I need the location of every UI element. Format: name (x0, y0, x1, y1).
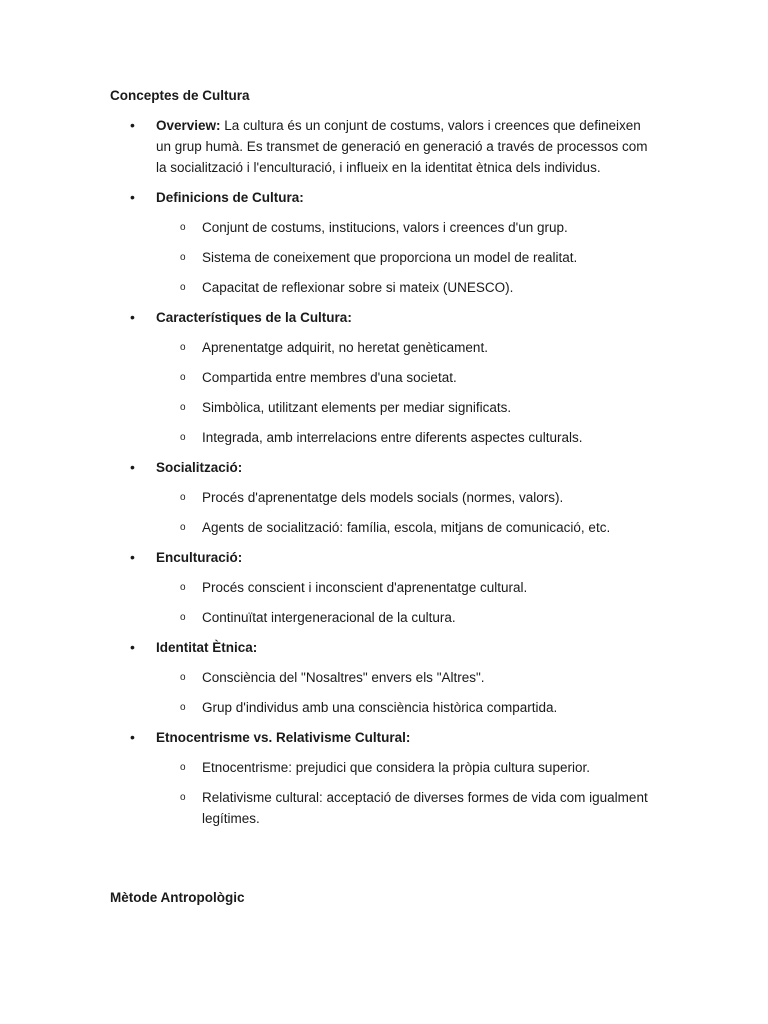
bullet-icon: • (130, 459, 135, 475)
sub-list-item (156, 787, 650, 829)
circle-bullet-icon: o (180, 792, 186, 803)
bullet-icon: • (130, 117, 135, 133)
sub-item-text: Conjunt de costums, institucions, valors i creences d'un grup. (202, 220, 568, 235)
sub-list (156, 487, 650, 538)
sub-list (156, 577, 650, 628)
sub-item-text: Consciència del "Nosaltres" envers els "Altres". (202, 670, 485, 685)
list-item (110, 637, 650, 718)
item-label: Socialització: (156, 460, 243, 475)
circle-bullet-icon: o (180, 762, 186, 773)
item-label: Etnocentrisme vs. Relativisme Cultural: (156, 730, 411, 745)
circle-bullet-icon: o (180, 372, 186, 383)
sub-item-text: Sistema de coneixement que proporciona un model de realitat. (202, 250, 578, 265)
circle-bullet-icon: o (180, 282, 186, 293)
list-item-content (156, 457, 650, 478)
circle-bullet-icon: o (180, 672, 186, 683)
bullet-icon: • (130, 639, 135, 655)
sub-list-item (156, 517, 650, 538)
sub-item-text: Procés d'aprenentatge dels models socials (normes, valors). (202, 490, 564, 505)
list-item (110, 727, 650, 829)
section-heading-conceptes: Conceptes de Cultura (110, 88, 250, 103)
list-item-content (156, 637, 650, 658)
list-item (110, 187, 650, 298)
sub-item-text: Continuïtat intergeneracional de la cultura. (202, 610, 456, 625)
sub-list (156, 757, 650, 829)
sub-list-item (156, 607, 650, 628)
sub-list (156, 337, 650, 448)
sub-list-item (156, 217, 650, 238)
item-label: Definicions de Cultura: (156, 190, 304, 205)
list-item (110, 115, 650, 178)
circle-bullet-icon: o (180, 582, 186, 593)
circle-bullet-icon: o (180, 492, 186, 503)
sub-item-text: Etnocentrisme: prejudici que considera la pròpia cultura superior. (202, 760, 590, 775)
item-label: Overview: (156, 118, 221, 133)
sub-list-item (156, 397, 650, 418)
circle-bullet-icon: o (180, 402, 186, 413)
sub-item-text: Grup d'individus amb una consciència històrica compartida. (202, 700, 558, 715)
circle-bullet-icon: o (180, 522, 186, 533)
sub-list-item (156, 367, 650, 388)
circle-bullet-icon: o (180, 222, 186, 233)
circle-bullet-icon: o (180, 612, 186, 623)
sub-list-item (156, 337, 650, 358)
item-label: Identitat Ètnica: (156, 640, 258, 655)
sub-list-item (156, 757, 650, 778)
circle-bullet-icon: o (180, 252, 186, 263)
concepts-list (110, 115, 650, 838)
sub-item-text: Compartida entre membres d'una societat. (202, 370, 457, 385)
item-label: Enculturació: (156, 550, 243, 565)
bullet-icon: • (130, 189, 135, 205)
bullet-icon: • (130, 549, 135, 565)
list-item (110, 307, 650, 448)
circle-bullet-icon: o (180, 432, 186, 443)
sub-list-item (156, 697, 650, 718)
sub-item-text: Agents de socialització: família, escola, mitjans de comunicació, etc. (202, 520, 611, 535)
list-item-content (156, 547, 650, 568)
bullet-icon: • (130, 729, 135, 745)
bullet-icon: • (130, 309, 135, 325)
sub-list-item (156, 277, 650, 298)
circle-bullet-icon: o (180, 702, 186, 713)
sub-item-text: Aprenentatge adquirit, no heretat genèticament. (202, 340, 488, 355)
item-label: Característiques de la Cultura: (156, 310, 352, 325)
circle-bullet-icon: o (180, 342, 186, 353)
section-heading-metode: Mètode Antropològic (110, 890, 245, 905)
sub-list-item (156, 577, 650, 598)
item-text: La cultura és un conjunt de costums, valors i creences que defineixen un grup humà. Es transmet de generació en generació a través de processos com la socialització i l'enculturació, i influeix en la identitat ètnica dels individus. (156, 118, 648, 175)
sub-list (156, 667, 650, 718)
sub-item-text: Procés conscient i inconscient d'aprenentatge cultural. (202, 580, 528, 595)
sub-list-item (156, 427, 650, 448)
list-item-content (156, 115, 650, 178)
list-item (110, 547, 650, 628)
sub-list-item (156, 667, 650, 688)
sub-item-text: Relativisme cultural: acceptació de diverses formes de vida com igualment legítimes. (202, 790, 648, 826)
sub-item-text: Simbòlica, utilitzant elements per mediar significats. (202, 400, 512, 415)
sub-item-text: Capacitat de reflexionar sobre si mateix (UNESCO). (202, 280, 514, 295)
sub-item-text: Integrada, amb interrelacions entre diferents aspectes culturals. (202, 430, 583, 445)
list-item (110, 457, 650, 538)
sub-list-item (156, 487, 650, 508)
sub-list (156, 217, 650, 298)
sub-list-item (156, 247, 650, 268)
list-item-content (156, 727, 650, 748)
list-item-content (156, 187, 650, 208)
list-item-content (156, 307, 650, 328)
